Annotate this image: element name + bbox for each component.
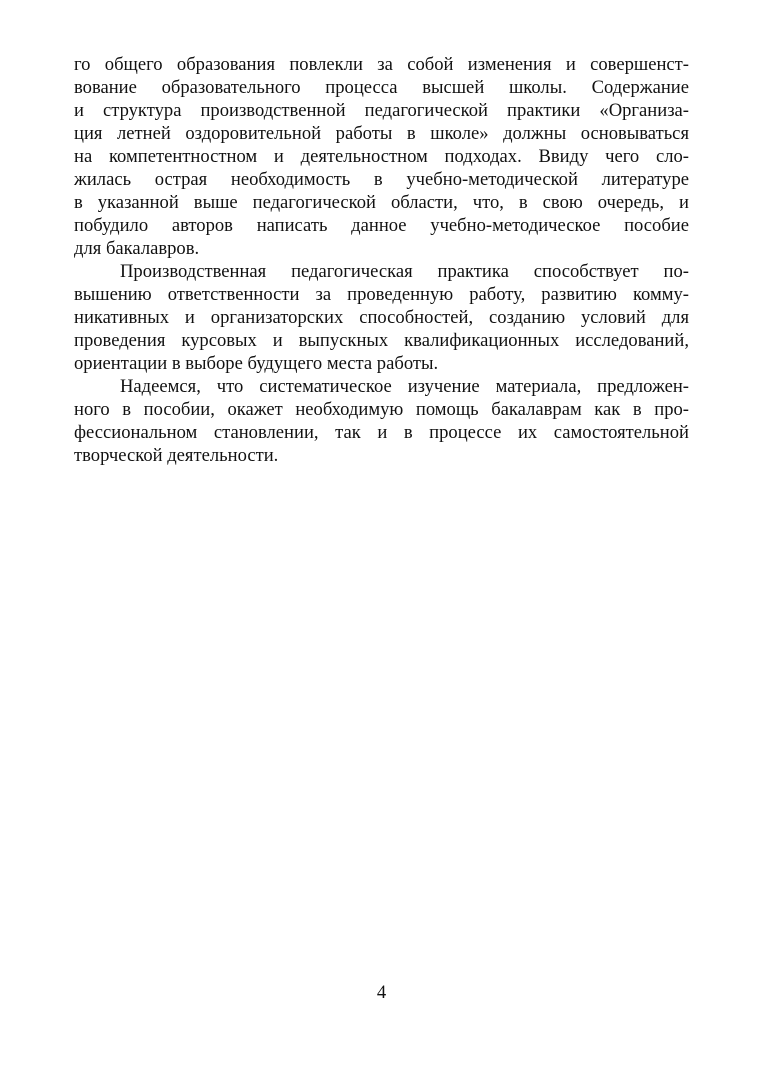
text-line: на компетентностном и деятельностном подходах. Ввиду чего сло- [74, 146, 689, 167]
text-line: го общего образования повлекли за собой изменения и совершенст- [74, 54, 689, 75]
text-line: вование образовательного процесса высшей школы. Содержание [74, 77, 689, 98]
text-line: ция летней оздоровительной работы в школе» должны основываться [74, 123, 689, 144]
paragraph [74, 53, 689, 260]
text-line: и структура производственной педагогической практики «Организа- [74, 100, 689, 121]
paragraph [74, 375, 689, 467]
text-line: вышению ответственности за проведенную работу, развитию комму- [74, 284, 689, 305]
text-line: в указанной выше педагогической области, что, в свою очередь, и [74, 192, 689, 213]
text-line: никативных и организаторских способностей, созданию условий для [74, 307, 689, 328]
text-line: Производственная педагогическая практика способствует по- [120, 261, 689, 282]
text-line: фессиональном становлении, так и в процессе их самостоятельной [74, 422, 689, 443]
text-line: творческой деятельности. [74, 445, 279, 466]
text-line: проведения курсовых и выпускных квалификационных исследований, [74, 330, 689, 351]
page-number: 4 [376, 982, 387, 1003]
paragraph [74, 260, 689, 375]
text-line: жилась острая необходимость в учебно-методической литературе [74, 169, 689, 190]
text-line: ного в пособии, окажет необходимую помощь бакалаврам как в про- [74, 399, 689, 420]
text-line: ориентации в выборе будущего места работы. [74, 353, 439, 374]
text-line: Надеемся, что систематическое изучение материала, предложен- [120, 376, 689, 397]
text-line: побудило авторов написать данное учебно-методическое пособие [74, 215, 689, 236]
text-line: для бакалавров. [74, 238, 200, 259]
body-text [74, 53, 689, 467]
